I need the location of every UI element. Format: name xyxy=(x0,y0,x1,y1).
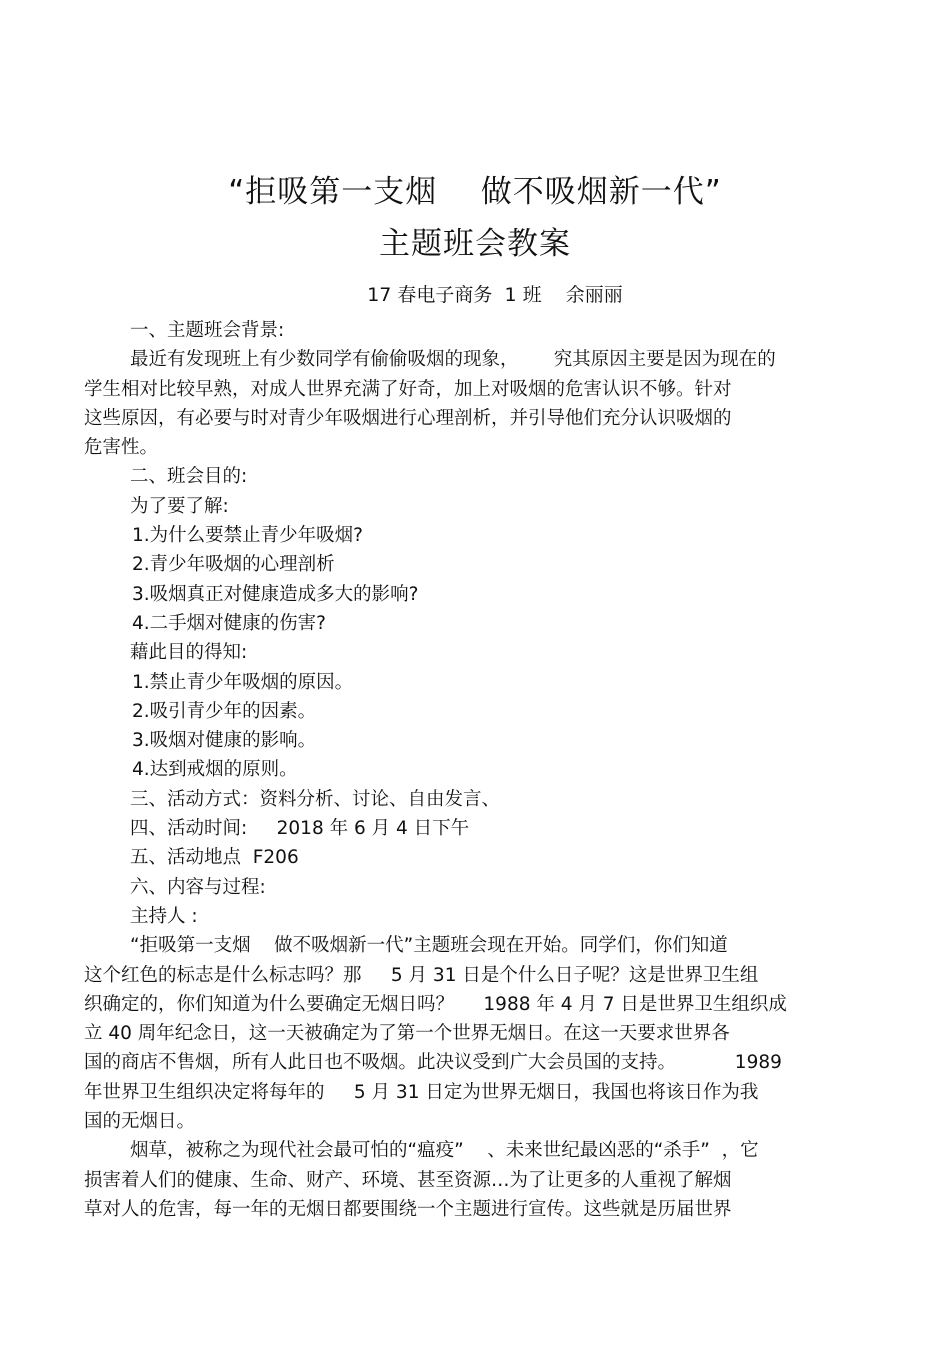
host-label: 主持人 : xyxy=(130,905,198,927)
list-item: 3.吸烟对健康的影响。 xyxy=(132,730,317,752)
paragraph-line: 危害性。 xyxy=(84,437,159,459)
list-item: 4.二手烟对健康的伤害? xyxy=(132,612,326,634)
paragraph-line: 这个红色的标志是什么标志吗？那 5 月 31 日是个什么日子呢？这是世界卫生组 xyxy=(84,964,759,986)
paragraph-line: “拒吸第一支烟 做不吸烟新一代”主题班会现在开始。同学们，你们知道 xyxy=(130,935,728,957)
list-item: 1.禁止青少年吸烟的原因。 xyxy=(132,671,354,693)
section-heading-method: 三、活动方式：资料分析、讨论、自由发言、 xyxy=(130,788,501,810)
list-item: 1.为什么要禁止青少年吸烟? xyxy=(132,525,363,547)
paragraph-line: 织确定的，你们知道为什么要确定无烟日吗？ 1988 年 4 月 7 日是世界卫生组织成 xyxy=(84,993,787,1015)
paragraph-line: 国的商店不售烟，所有人此日也不吸烟。此决议受到广大会员国的支持。 1989 xyxy=(84,1052,782,1074)
author-byline: 17 春电子商务 1 班 余丽丽 xyxy=(367,284,623,306)
paragraph-line: 这些原因，有必要与时对青少年吸烟进行心理剖析，并引导他们充分认识吸烟的 xyxy=(84,407,732,429)
sub-heading-understand: 为了要了解: xyxy=(130,495,229,517)
paragraph-line: 国的无烟日。 xyxy=(84,1111,196,1133)
document-title-line-2: 主题班会教案 xyxy=(379,226,571,262)
section-heading-goal: 二、班会目的: xyxy=(130,466,248,488)
document-title-line-1: “拒吸第一支烟 做不吸烟新一代” xyxy=(228,174,722,210)
paragraph-line: 损害着人们的健康、生命、财产、环境、甚至资源…为了让更多的人重视了解烟 xyxy=(84,1169,732,1191)
section-heading-time: 四、活动时间: 2018 年 6 月 4 日下午 xyxy=(130,818,470,840)
document-body xyxy=(84,316,884,1224)
paragraph-line: 立 40 周年纪念日，这一天被确定为了第一个世界无烟日。在这一天要求世界各 xyxy=(84,1023,730,1045)
list-item: 3.吸烟真正对健康造成多大的影响? xyxy=(132,583,419,605)
list-item: 2.吸引青少年的因素。 xyxy=(132,700,317,722)
paragraph-line: 烟草，被称之为现代社会最可怕的“瘟疫” 、未来世纪最凶恶的“杀手” ，它 xyxy=(130,1140,759,1162)
paragraph-line: 学生相对比较早熟，对成人世界充满了好奇，加上对吸烟的危害认识不够。针对 xyxy=(84,378,732,400)
list-item: 2.青少年吸烟的心理剖析 xyxy=(132,554,335,576)
sub-heading-learn: 藉此目的得知: xyxy=(130,642,248,664)
paragraph-line: 草对人的危害，每一年的无烟日都要围绕一个主题进行宣传。这些就是历届世界 xyxy=(84,1198,732,1220)
section-heading-place: 五、活动地点 F206 xyxy=(130,847,299,869)
section-heading-process: 六、内容与过程: xyxy=(130,876,266,898)
list-item: 4.达到戒烟的原则。 xyxy=(132,759,298,781)
paragraph-line: 最近有发现班上有少数同学有偷偷吸烟的现象， 究其原因主要是因为现在的 xyxy=(130,349,776,371)
section-heading-background: 一、主题班会背景: xyxy=(130,320,285,341)
paragraph-line: 年世界卫生组织决定将每年的 5 月 31 日定为世界无烟日，我国也将该日作为我 xyxy=(84,1081,759,1103)
